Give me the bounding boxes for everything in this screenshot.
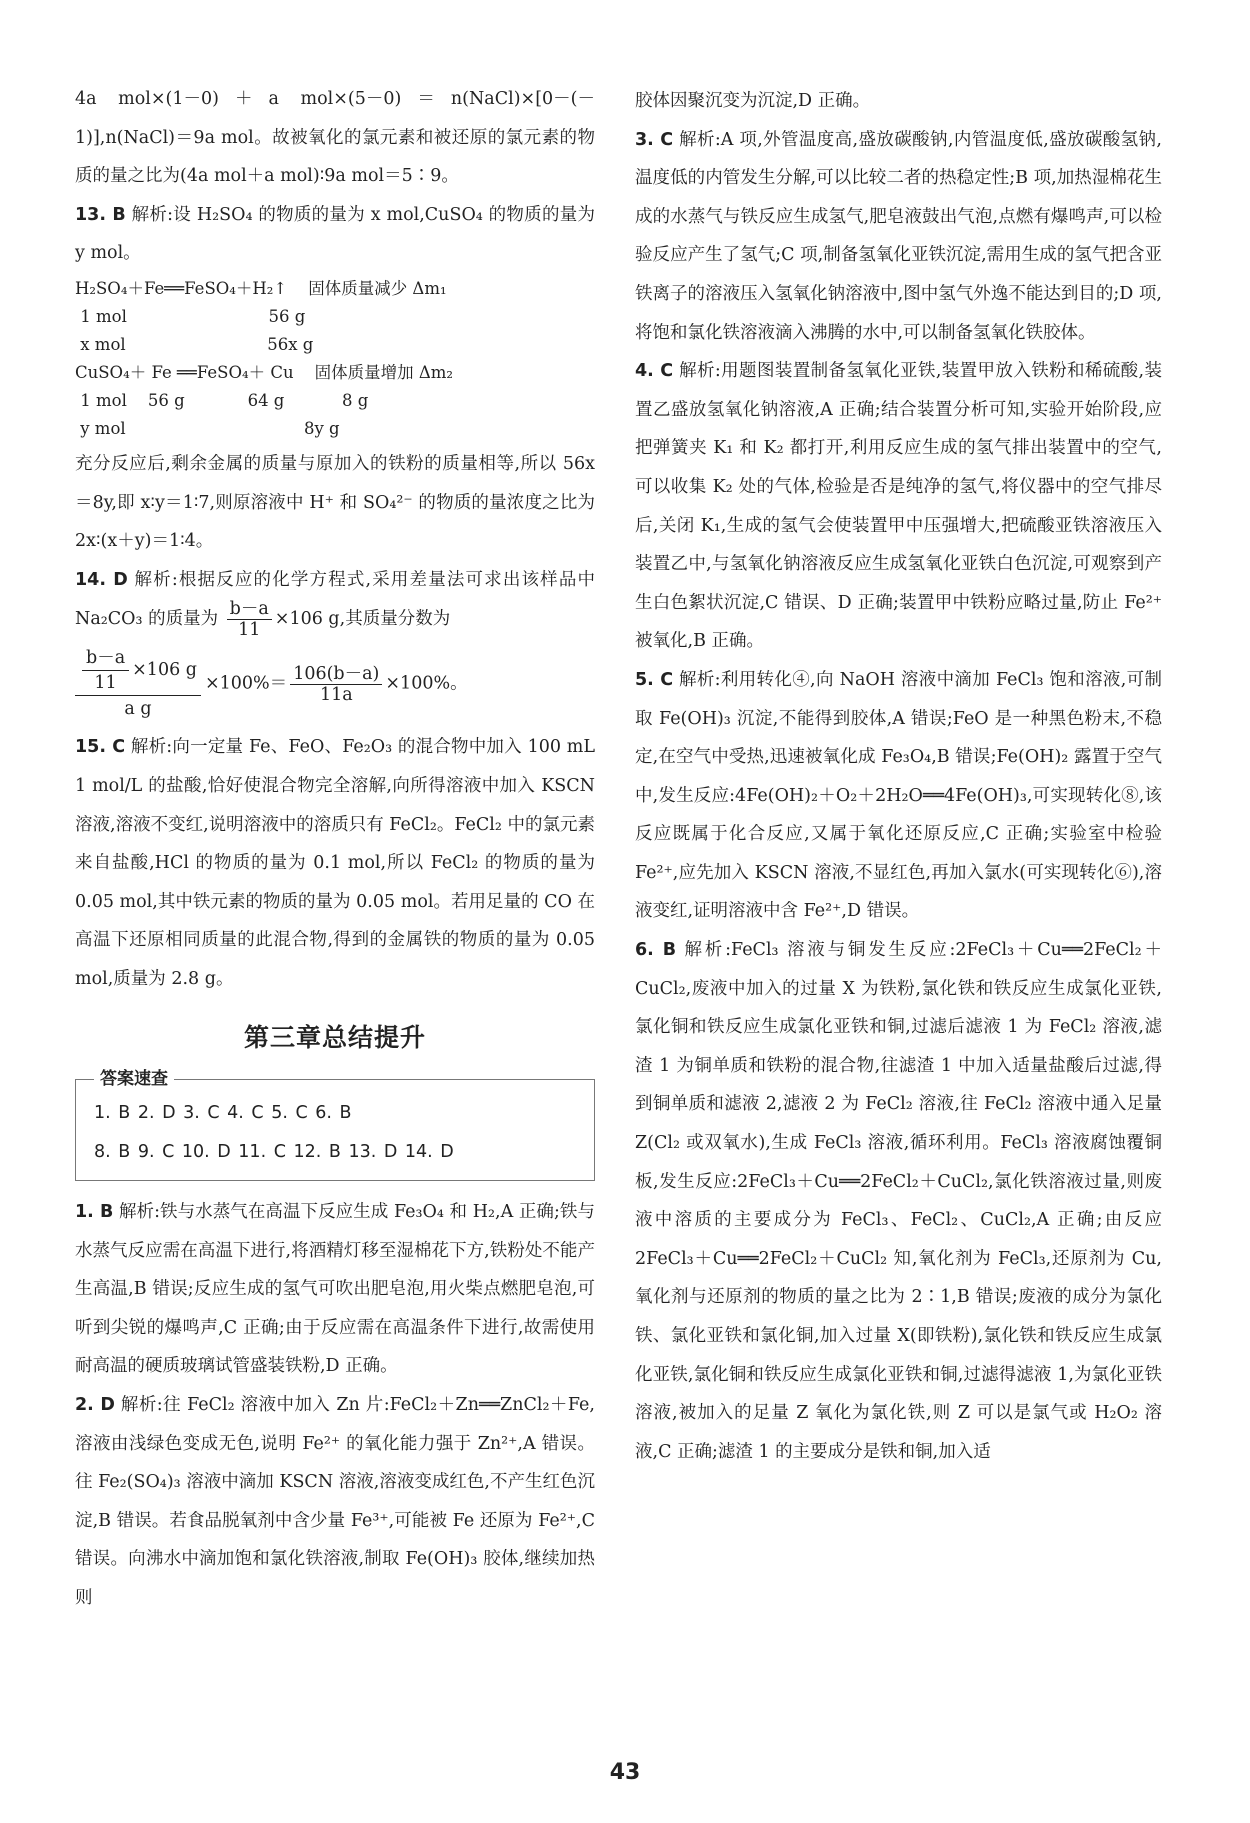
left-column	[75, 80, 595, 1618]
answer-6	[635, 931, 1162, 1471]
equation-1-row-b: x mol 56x g	[75, 334, 314, 354]
equation-2-row-a: 1 mol 56 g 64 g 8 g	[75, 390, 369, 410]
fraction-result: $\frac{106(b-a)}{11a}$	[290, 664, 382, 705]
answer-13	[75, 196, 595, 273]
answer-1	[75, 1193, 595, 1386]
answer-key-row-1: 1. B 2. D 3. C 4. C 5. C 6. B	[94, 1103, 352, 1124]
answer-6-label: 6. B	[635, 940, 677, 961]
answer-key-row-2: 8. B 9. C 10. D 11. C 12. B 13. D 14. D	[94, 1142, 454, 1163]
answer-2-text: 解析:往 FeCl₂ 溶液中加入 Zn 片:FeCl₂＋Zn══ZnCl₂＋Fe,溶液由浅绿色变成无色,说明 Fe²⁺ 的氧化能力强于 Zn²⁺,A 错误。往 Fe₂(SO₄)₃ 溶液中滴加 KSCN 溶液,溶液变成红色,不产生红色沉淀,B 错误。若食品脱氧剂中含少量 Fe³⁺,可能被 Fe 还原为 Fe²⁺,C 错误。向沸水中滴加饱和氯化铁溶液,制取 Fe(OH)₃ 胶体,继续加热则	[75, 1395, 595, 1609]
answer-14-text: 解析:根据反应的化学方程式,采用差量法可求出该样品中 Na₂CO₃ 的质量为	[75, 569, 595, 630]
answer-key-title: 答案速查	[94, 1066, 174, 1092]
fraction-mass: $\frac{b-a}{11}$	[227, 599, 272, 640]
page-number: 43	[609, 1760, 641, 1785]
continued-paragraph: 胶体因聚沉变为沉淀,D 正确。	[635, 91, 871, 111]
answer-4-text: 解析:用题图装置制备氢氧化亚铁,装置甲放入铁粉和稀硫酸,装置乙盛放氢氧化钠溶液,A 正确;结合装置分析可知,实验开始阶段,应把弹簧夹 K₁ 和 K₂ 都打开,利用反应生成的氢气排出装置中的空气,可以收集 K₂ 处的气体,检验是否是纯净的氢气,将仪器中的空气排尽后,关闭 K₁,生成的氢气会使装置甲中压强增大,把硫酸亚铁溶液压入装置乙中,与氢氧化钠溶液反应生成氢氧化亚铁白色沉淀,可观察到产生白色絮状沉淀,C 错误、D 正确;装置甲中铁粉应略过量,防止 Fe²⁺ 被氧化,B 正确。	[635, 361, 1162, 652]
chapter-title: 第三章总结提升	[243, 1022, 426, 1052]
answer-15-label: 15. C	[75, 737, 126, 758]
answer-3-label: 3. C	[635, 129, 674, 150]
right-column	[635, 82, 1162, 1471]
equation-1: H₂SO₄＋Fe══FeSO₄＋H₂↑ 固体质量减少 Δm₁	[75, 278, 447, 298]
answer-1-label: 1. B	[75, 1202, 114, 1223]
answer-4-label: 4. C	[635, 361, 674, 382]
answer-5	[635, 661, 1162, 931]
answer-3	[635, 121, 1162, 353]
answer-3-text: 解析:A 项,外管温度高,盛放碳酸钠,内管温度低,盛放碳酸氢钠,温度低的内管发生分解,可以比较二者的热稳定性;B 项,加热湿棉花生成的水蒸气与铁反应生成氢气,肥皂液鼓出气泡,点燃有爆鸣声,可以检验反应产生了氢气;C 项,制备氢氧化亚铁沉淀,需用生成的氢气把含亚铁离子的溶液压入氢氧化钠溶液中,图中氢气外逸不能达到目的;D 项,将饱和氯化铁溶液滴入沸腾的水中,可以制备氢氧化铁胶体。	[635, 129, 1162, 343]
fraction-mass-percent: $\frac{b-a}{11}$ ×106 g a g	[75, 648, 201, 720]
answer-2-label: 2. D	[75, 1395, 115, 1416]
answer-13-label: 13. B	[75, 204, 126, 225]
answer-14: 14. D 解析:根据反应的化学方程式,采用差量法可求出该样品中 Na₂CO₃ 的质量为 $\frac{b-a}{11}$ ×106 g,其质量分数为	[75, 569, 595, 641]
answer-5-label: 5. C	[635, 669, 674, 690]
answer-15-text: 解析:向一定量 Fe、FeO、Fe₂O₃ 的混合物中加入 100 mL 1 mol/L 的盐酸,恰好使混合物完全溶解,向所得溶液中加入 KSCN 溶液,溶液不变红,说明溶液中的溶质只有 FeCl₂。FeCl₂ 中的氯元素来自盐酸,HCl 的物质的量为 0.1 mol,所以 FeCl₂ 的物质的量为 0.05 mol,其中铁元素的物质的量为 0.05 mol。若用足量的 CO 在高温下还原相同质量的此混合物,得到的金属铁的物质的量为 0.05 mol,质量为 2.8 g。	[75, 737, 595, 989]
answer-5-text: 解析:利用转化④,向 NaOH 溶液中滴加 FeCl₃ 饱和溶液,可制取 Fe(OH)₃ 沉淀,不能得到胶体,A 错误;FeO 是一种黑色粉末,不稳定,在空气中受热,迅速被氧化成 Fe₃O₄,B 错误;Fe(OH)₂ 露置于空气中,发生反应:4Fe(OH)₂＋O₂＋2H₂O══4Fe(OH)₃,可实现转化⑧,该反应既属于化合反应,又属于氧化还原反应,C 正确;实验室中检验 Fe²⁺,应先加入 KSCN 溶液,不显红色,再加入氯水(可实现转化⑥),溶液变红,证明溶液中含 Fe²⁺,D 错误。	[635, 669, 1162, 922]
answer-key-box	[75, 1069, 595, 1181]
intro-paragraph: 4a mol×(1－0)＋a mol×(5－0)＝n(NaCl)×[0－(－1)],n(NaCl)＝9a mol。故被氧化的氯元素和被还原的氯元素的物质的量之比为(4a mol＋a mol)∶9a mol＝5∶9。	[75, 89, 595, 187]
answer-6-text: 解析:FeCl₃ 溶液与铜发生反应:2FeCl₃＋Cu══2FeCl₂＋CuCl₂,废液中加入的过量 X 为铁粉,氯化铁和铁反应生成氯化亚铁,氯化铜和铁反应生成氯化亚铁和铜,过滤后滤液 1 为 FeCl₂ 溶液,滤渣 1 为铜单质和铁粉的混合物,往滤渣 1 中加入适量盐酸后过滤,得到铜单质和滤液 2,滤液 2 为 FeCl₂ 溶液,往 FeCl₂ 溶液中通入足量 Z(Cl₂ 或双氧水),生成 FeCl₃ 溶液,循环利用。FeCl₃ 溶液腐蚀覆铜板,发生反应:2FeCl₃＋Cu══2FeCl₂＋CuCl₂,氯化铁溶液过量,则废液中溶质的主要成分为 FeCl₃、FeCl₂、CuCl₂,A 正确;由反应 2FeCl₃＋Cu══2FeCl₂＋CuCl₂ 知,氧化剂为 FeCl₃,还原剂为 Cu,氧化剂与还原剂的物质的量之比为 2∶1,B 错误;废液的成分为氯化铁、氯化亚铁和氯化铜,加入过量 X(即铁粉),氯化铁和铁反应生成氯化亚铁,氯化铜和铁反应生成氯化亚铁和铜,过滤得滤液 1,为氯化亚铁溶液,被加入的足量 Z 氧化为氯化铁,则 Z 可以是氯气或 H₂O₂ 溶液,C 正确;滤渣 1 的主要成分是铁和铜,加入适	[635, 940, 1162, 1462]
answer-13-conclusion: 充分反应后,剩余金属的质量与原加入的铁粉的质量相等,所以 56x＝8y,即 x∶y＝1∶7,则原溶液中 H⁺ 和 SO₄²⁻ 的物质的量浓度之比为 2x∶(x＋y)＝1∶4。	[75, 453, 595, 552]
equation-2: CuSO₄＋ Fe ══FeSO₄＋ Cu 固体质量增加 Δm₂	[75, 362, 454, 382]
answer-4	[635, 352, 1162, 661]
answer-13-text: 解析:设 H₂SO₄ 的物质的量为 x mol,CuSO₄ 的物质的量为 y mol。	[75, 204, 595, 264]
answer-2	[75, 1386, 595, 1618]
mass-fraction-formula: $\frac{b-a}{11}$ ×106 g a g ×100%＝ $\frac{106(b-a)}{11a}$ ×100%。	[75, 640, 595, 728]
equation-1-row-a: 1 mol 56 g	[75, 306, 306, 326]
answer-1-text: 解析:铁与水蒸气在高温下反应生成 Fe₃O₄ 和 H₂,A 正确;铁与水蒸气反应需在高温下进行,将酒精灯移至湿棉花下方,铁粉处不能产生高温,B 错误;反应生成的氢气可吹出肥皂泡,用火柴点燃肥皂泡,可听到尖锐的爆鸣声,C 正确;由于反应需在高温条件下进行,故需使用耐高温的硬质玻璃试管盛装铁粉,D 正确。	[75, 1202, 595, 1377]
answer-15	[75, 728, 595, 998]
answer-14-label: 14. D	[75, 569, 128, 590]
equation-2-row-b: y mol 8y g	[75, 418, 340, 438]
